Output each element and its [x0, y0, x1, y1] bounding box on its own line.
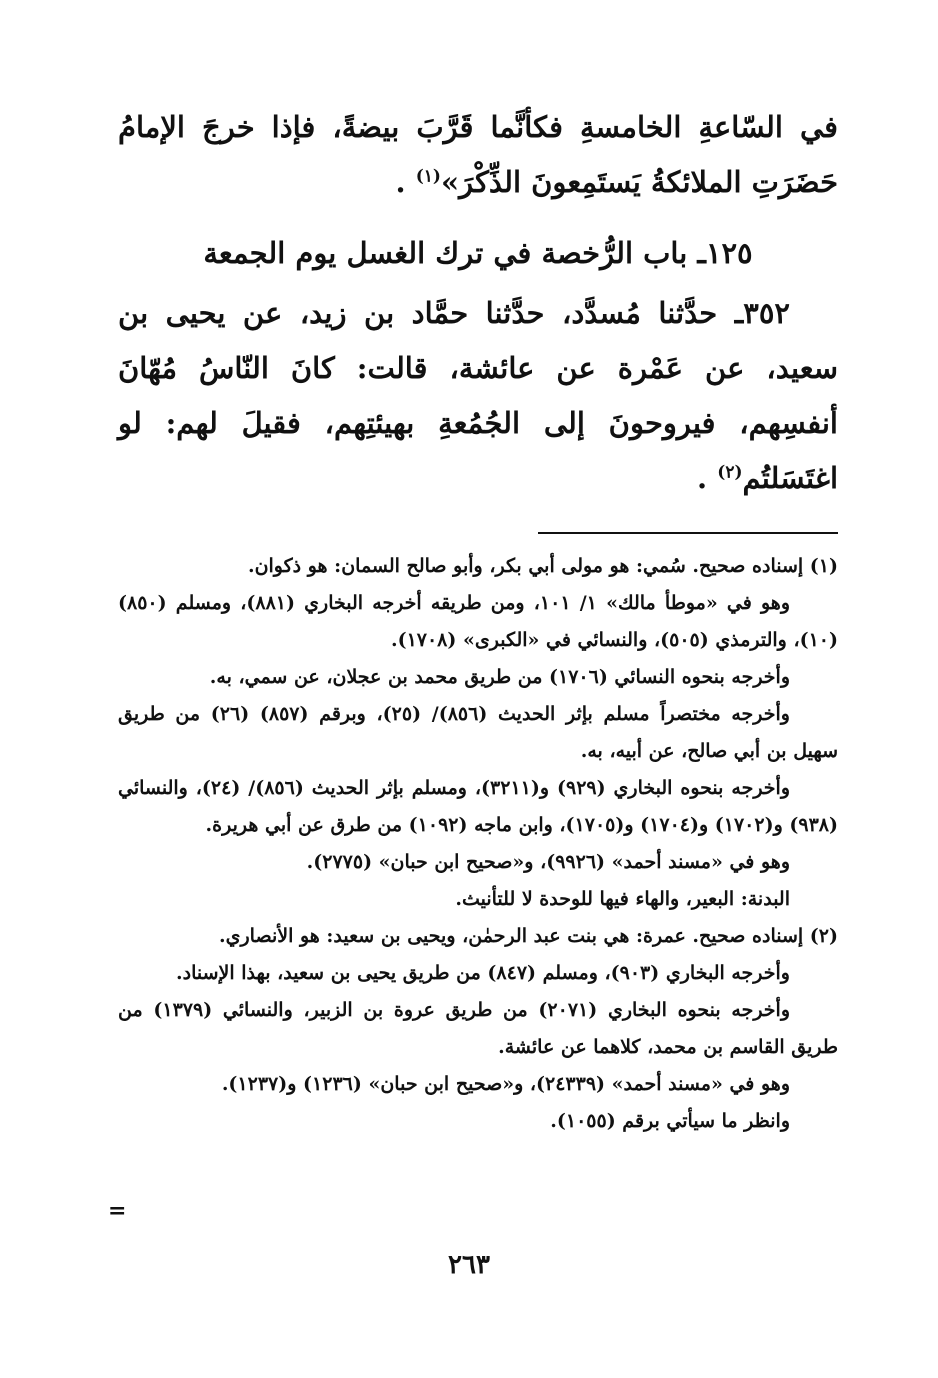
- footnote-line: البدنة: البعير، والهاء فيها للوحدة لا للتأنيث.: [455, 888, 790, 910]
- footnote-line: وأخرجه بنحوه البخاري (٩٢٩) و(٣٢١١)، ومسلم بإثر الحديث (٨٥٦)/ (٢٤)، والنسائي (٩٣٨) و(١٧٠٢) و(١٧٠٤) و(١٧٠٥)، وابن ماجه (١٠٩٢) من طرق عن أبي هريرة.: [118, 777, 838, 836]
- footnote-line: وهو في «مسند أحمد» (٩٩٢٦)، و«صحيح ابن حبان» (٢٧٧٥).: [306, 851, 790, 873]
- footnote-ref-1[interactable]: (١): [415, 166, 441, 187]
- footnote-line: وانظر ما سيأتي برقم (١٠٥٥).: [550, 1110, 790, 1132]
- hadith-paragraph: ٣٥٢ـ حدَّثنا مُسدَّد، حدَّثنا حمَّاد بن زيد، عن يحيى بن سعيد، عن عَمْرة عن عائشة، قالت: كانَ النّاسُ مُهّانَ أنفسِهم، فيروحونَ إلى الجُمُعةِ بهيئتِهم، فقيلَ لهم: لو اغتَسَلتُم$^{(٢)}$ .: [118, 296, 838, 495]
- footnote-line: وأخرجه بنحوه النسائي (١٧٠٦) من طريق محمد بن عجلان، عن سمي، به.: [209, 666, 790, 688]
- footnote-line: (٢) إسناده صحيح. عمرة: هي بنت عبد الرحمٰن، ويحيى بن سعيد: هو الأنصاري.: [219, 925, 838, 947]
- footnote-line: وهو في «موطأ مالك» ١/ ١٠١، ومن طريقه أخرجه البخاري (٨٨١)، ومسلم (٨٥٠) (١٠)، والترمذي (٥٠٥)، والنسائي في «الكبرى» (١٧٠٨).: [118, 592, 838, 651]
- footnote-line: وأخرجه البخاري (٩٠٣)، ومسلم (٨٤٧) من طريق يحيى بن سعيد، بهذا الإسناد.: [176, 962, 790, 984]
- footnotes: [118, 548, 838, 1140]
- hadith-chain: ٣٥٢ـ حدَّثنا مُسدَّد، حدَّثنا حمَّاد بن زيد، عن يحيى بن سعيد، عن عَمْرة عن عائشة،: [118, 296, 838, 385]
- footnote-line: (١) إسناده صحيح. سُمي: هو مولى أبي بكر، وأبو صالح السمان: هو ذكوان.: [247, 555, 838, 577]
- footnote-ref-2[interactable]: (٢): [717, 462, 743, 483]
- hadith-text: قالت: كانَ النّاسُ مُهّانَ أنفسِهم، فيروحونَ إلى الجُمُعةِ بهيئتِهم، فقيلَ لهم: لو اغتَسَلتُم: [118, 351, 838, 495]
- footnote-line: وهو في «مسند أحمد» (٢٤٣٣٩)، و«صحيح ابن حبان» (١٢٣٦) و(١٢٣٧).: [221, 1073, 790, 1095]
- page-number: ٢٦٣: [448, 1250, 490, 1280]
- chapter-title: ١٢٥ـ باب الرُّخصة في ترك الغسل يوم الجمعة: [203, 236, 753, 270]
- page-body: [118, 100, 838, 1140]
- footnote-line: وأخرجه بنحوه البخاري (٢٠٧١) من طريق عروة بن الزبير، والنسائي (١٣٧٩) من طريق القاسم بن محمد، كلاهما عن عائشة.: [118, 999, 838, 1058]
- footnote-separator: [538, 532, 838, 534]
- main-text: [118, 100, 838, 506]
- continuation-mark: =: [108, 1198, 127, 1224]
- paragraph-continuation: في السّاعةِ الخامسةِ فكأنَّما قَرَّبَ بيضةً، فإذا خرجَ الإمامُ حَضَرَتِ الملائكةُ يَستَمِعونَ الذِّكْرَ»$^{(١)}$ .: [118, 110, 838, 199]
- footnote-line: وأخرجه مختصراً مسلم بإثر الحديث (٨٥٦)/ (٢٥)، وبرقم (٨٥٧) (٢٦) من طريق سهيل بن أبي صالح، عن أبيه، به.: [118, 703, 838, 762]
